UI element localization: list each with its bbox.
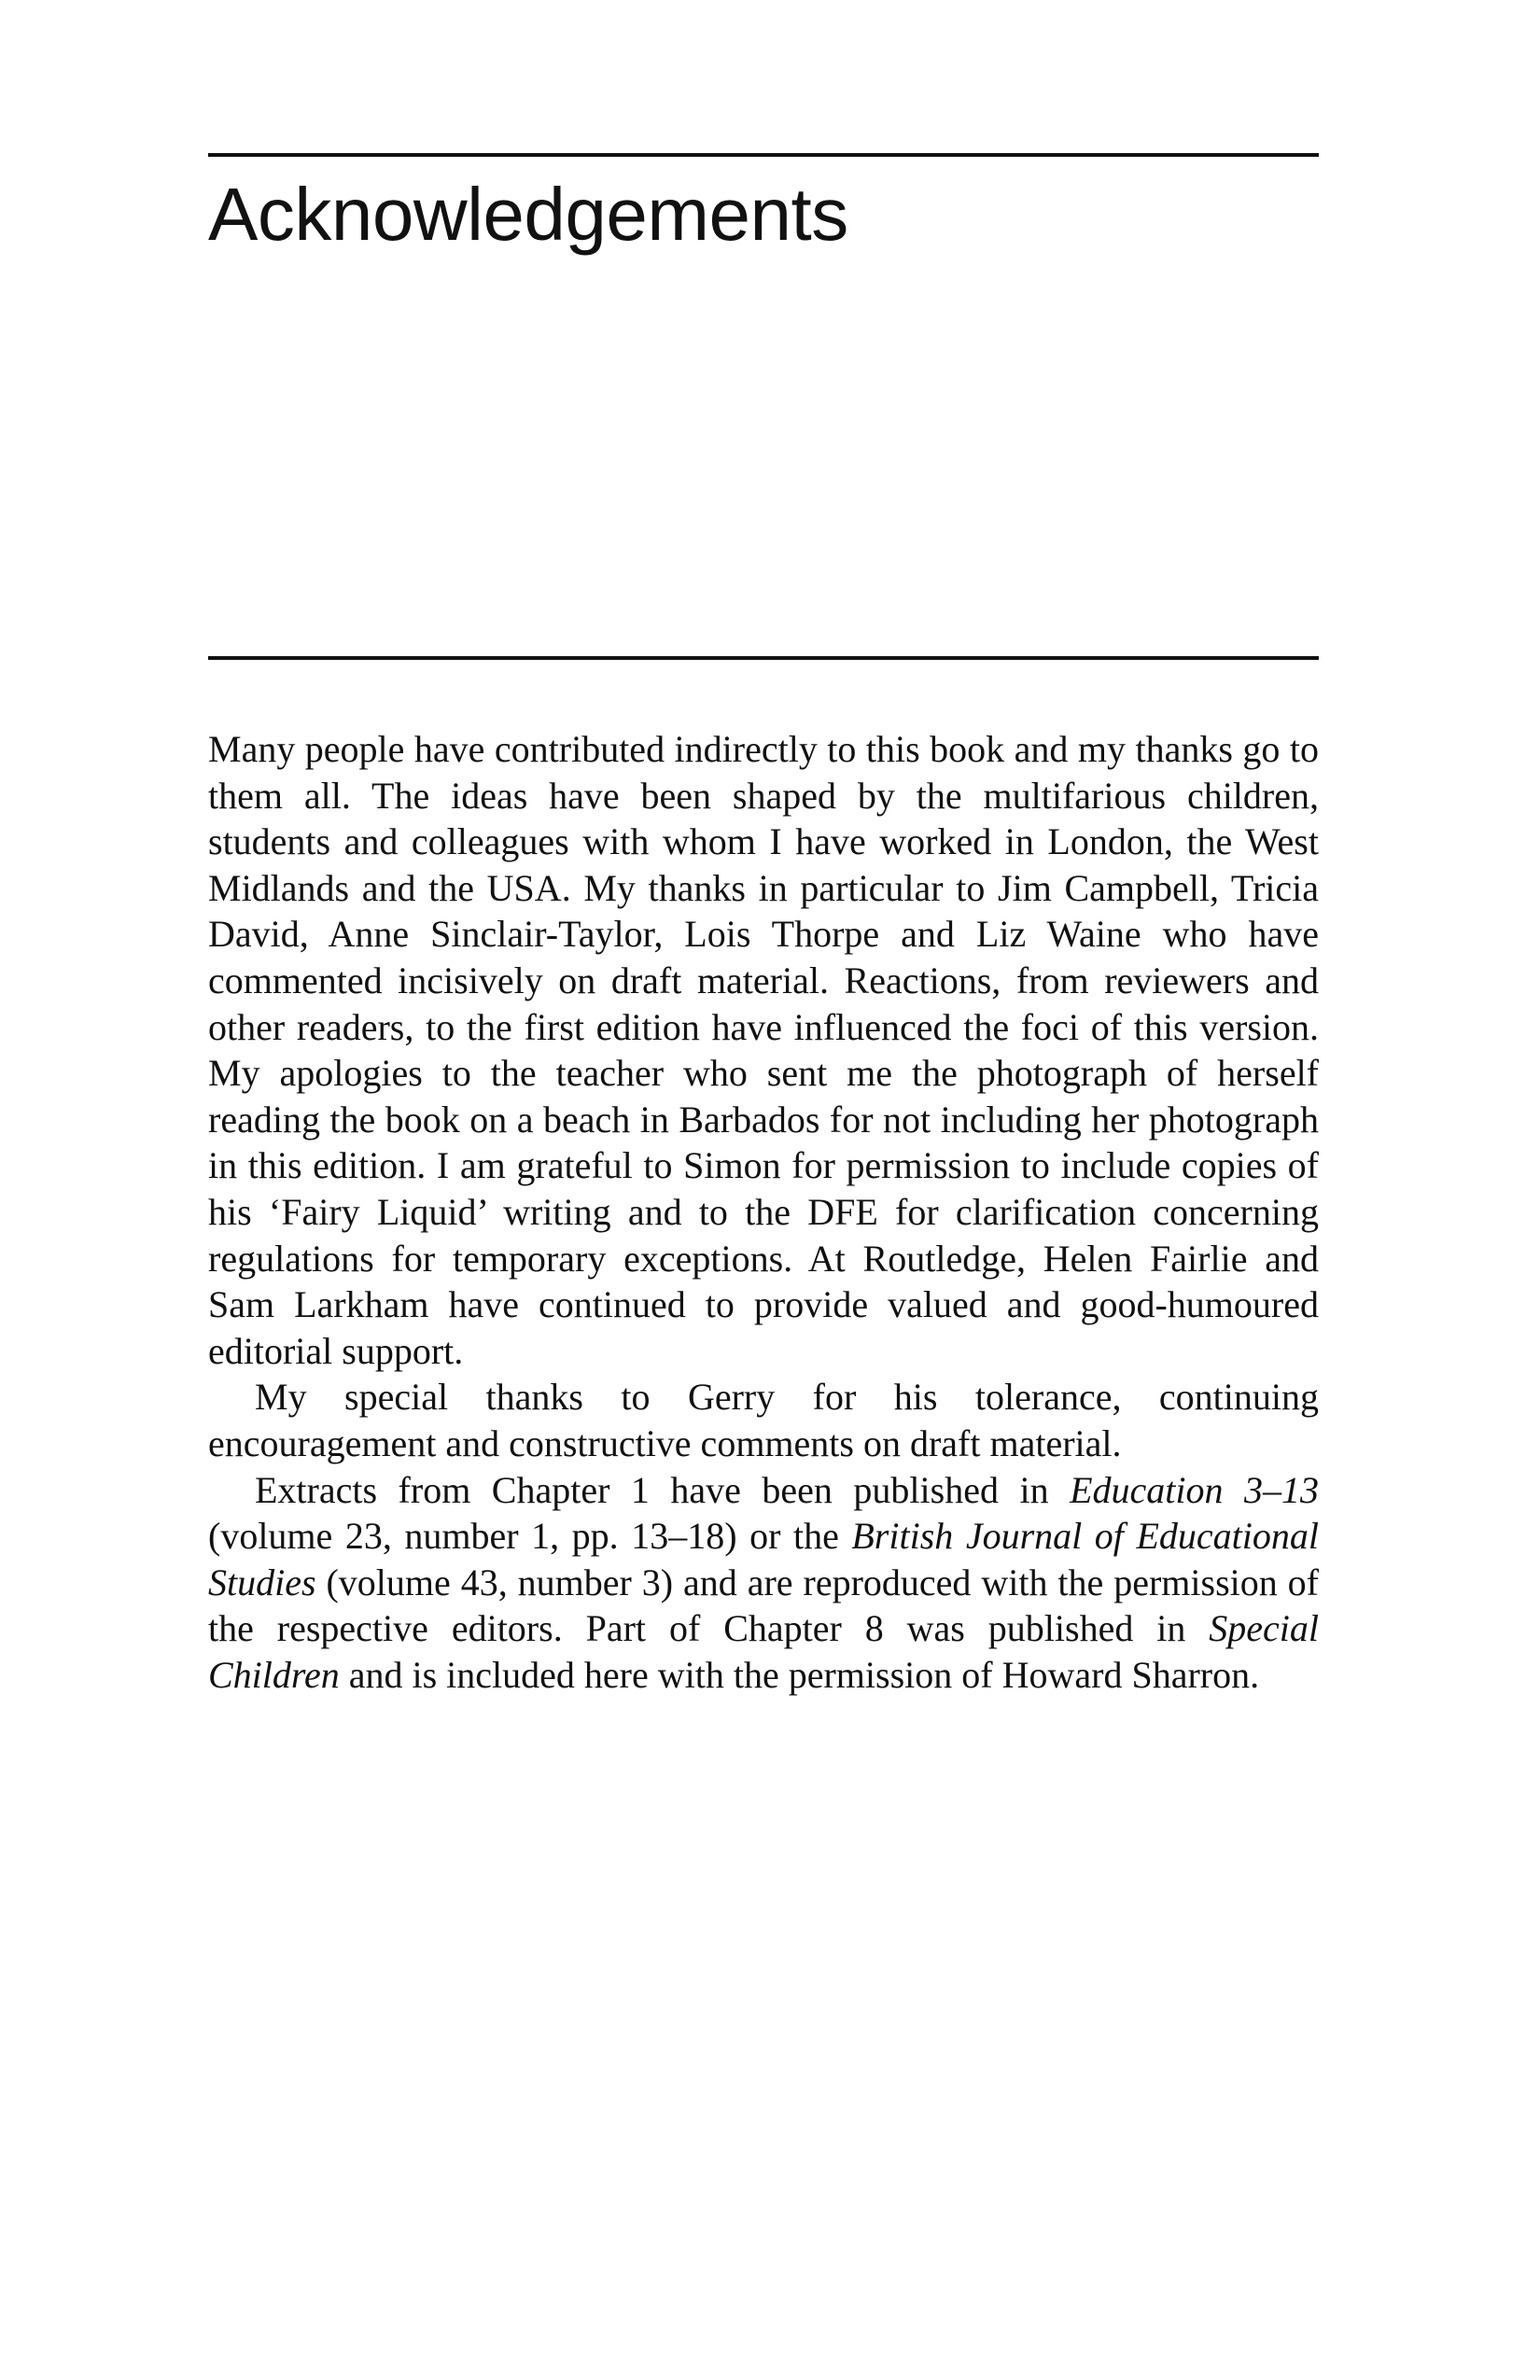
journal-title-education-3-13: Education 3–13 (1070, 1468, 1319, 1511)
journal-title-special-children: Special Children (208, 1607, 1319, 1696)
acknowledgements-body (208, 726, 1319, 1698)
title-bottom-rule (208, 656, 1319, 660)
journal-title-british-journal: British Journal of Educational Studies (208, 1515, 1319, 1603)
paragraph-2: My special thanks to Gerry for his tolerance, continuing encouragement and constructive comments on draft material. (208, 1376, 1319, 1464)
page-title: Acknowledgements (208, 173, 848, 256)
top-rule (208, 153, 1319, 157)
paragraph-1: Many people have contributed indirectly to this book and my thanks go to them all. The ideas have been shaped by the multifarious children, students and colleagues with whom I have worked in London, the West Midlands and the USA. My thanks in particular to Jim Campbell, Tricia David, Anne Sinclair-Taylor, Lois Thorpe and Liz Waine who have commented incisively on draft material. Reactions, from reviewers and other readers, to the first edition have influenced the foci of this version. My apologies to the teacher who sent me the photograph of herself reading the book on a beach in Barbados for not including her photograph in this edition. I am grateful to Simon for permission to include copies of his ‘Fairy Liquid’ writing and to the DFE for clarification concerning regulations for temporary exceptions. At Routledge, Helen Fairlie and Sam Larkham have continued to provide valued and good-humoured editorial support. (208, 728, 1319, 1372)
paragraph-3 (208, 1467, 1319, 1699)
paragraph-3-text-3: (volume 43, number 3) and are reproduced with the permission of the respective editors. Part of Chapter 8 was published in (208, 1561, 1319, 1650)
paragraph-3-text-1: Extracts from Chapter 1 have been published in (255, 1468, 1071, 1511)
paragraph-3-text-2: (volume 23, number 1, pp. 13–18) or the (208, 1515, 852, 1558)
paragraph-3-text-4: and is included here with the permission of Howard Sharron. (339, 1653, 1260, 1696)
